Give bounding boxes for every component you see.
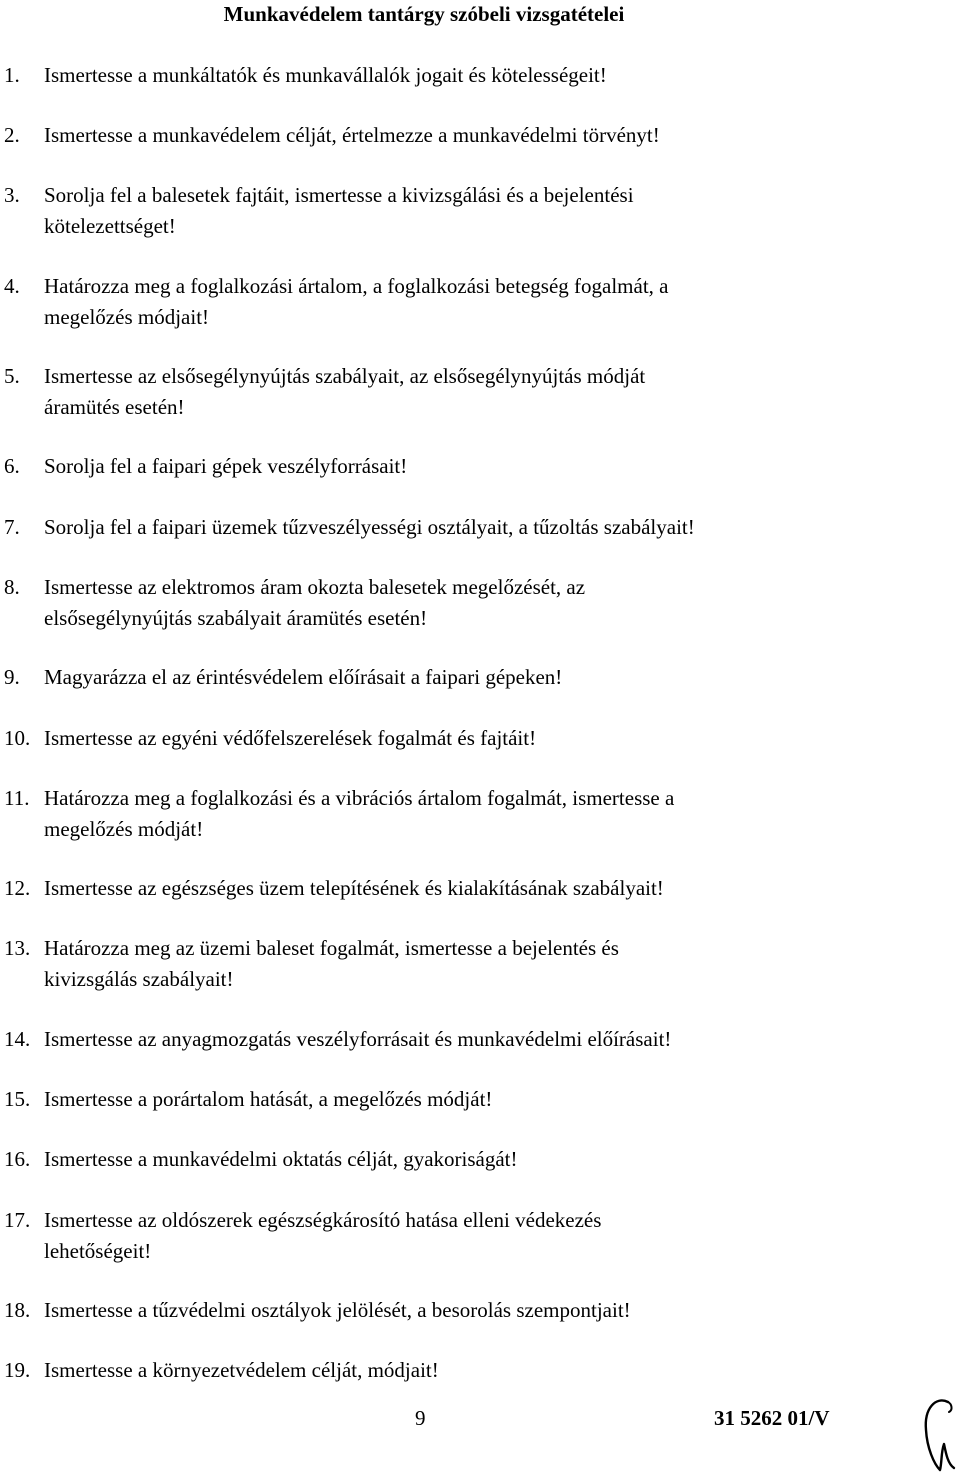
question-item	[0, 512, 900, 543]
question-number: 2.	[4, 123, 20, 147]
question-item	[0, 662, 900, 693]
question-text-line: kivizsgálás szabályait!	[44, 967, 234, 991]
document-code: 31 5262 01/V	[714, 1406, 830, 1430]
question-item	[0, 60, 900, 91]
question-item	[0, 572, 900, 634]
question-number: 18.	[4, 1298, 31, 1322]
question-item	[0, 1144, 900, 1175]
document-title: Munkavédelem tantárgy szóbeli vizsgatételei	[223, 2, 625, 26]
question-item	[0, 1024, 900, 1055]
question-number: 17.	[4, 1208, 31, 1232]
question-text-line: Sorolja fel a faipari üzemek tűzveszélyességi osztályait, a tűzoltás szabályait!	[44, 515, 695, 539]
question-text-line: Sorolja fel a balesetek fajtáit, ismertesse a kivizsgálási és a bejelentési	[44, 183, 634, 207]
question-text-line: Magyarázza el az érintésvédelem előírásait a faipari gépeken!	[44, 665, 563, 689]
question-text-line: Sorolja fel a faipari gépek veszélyforrásait!	[44, 454, 408, 478]
question-number: 19.	[4, 1358, 31, 1382]
question-item	[0, 783, 900, 845]
question-text-line: megelőzés módját!	[44, 817, 204, 841]
question-number: 14.	[4, 1027, 31, 1051]
question-text-line: Ismertesse a környezetvédelem célját, módjait!	[44, 1358, 439, 1382]
question-number: 6.	[4, 454, 20, 478]
question-item	[0, 723, 900, 754]
question-number: 13.	[4, 936, 31, 960]
question-text-line: Ismertesse az elektromos áram okozta balesetek megelőzését, az	[44, 575, 586, 599]
question-number: 15.	[4, 1087, 31, 1111]
question-item	[0, 873, 900, 904]
question-item	[0, 180, 900, 242]
question-item	[0, 1084, 900, 1115]
question-text-line: kötelezettséget!	[44, 214, 176, 238]
question-text-line: Ismertesse a munkáltatók és munkavállalók jogait és kötelességeit!	[44, 63, 607, 87]
question-text-line: Ismertesse a munkavédelmi oktatás célját, gyakoriságát!	[44, 1147, 518, 1171]
question-number: 12.	[4, 876, 31, 900]
question-item	[0, 1355, 900, 1386]
question-text-line: Ismertesse az egyéni védőfelszerelések fogalmát és fajtáit!	[44, 726, 537, 750]
question-text-line: Ismertesse a tűzvédelmi osztályok jelölését, a besorolás szempontjait!	[44, 1298, 631, 1322]
question-item	[0, 933, 900, 995]
question-item	[0, 1205, 900, 1267]
page-number: 9	[415, 1406, 426, 1430]
question-number: 5.	[4, 364, 20, 388]
question-text-line: elsősegélynyújtás szabályait áramütés esetén!	[44, 606, 428, 630]
question-number: 9.	[4, 665, 20, 689]
question-item	[0, 451, 900, 482]
question-item	[0, 361, 900, 423]
question-text-line: Ismertesse az elsősegélynyújtás szabályait, az elsősegélynyújtás módját	[44, 364, 646, 388]
question-text-line: Ismertesse az egészséges üzem telepítésének és kialakításának szabályait!	[44, 876, 664, 900]
question-item	[0, 1295, 900, 1326]
question-number: 10.	[4, 726, 31, 750]
question-number: 7.	[4, 515, 20, 539]
question-text-line: lehetőségeit!	[44, 1239, 152, 1263]
question-number: 1.	[4, 63, 20, 87]
question-text-line: áramütés esetén!	[44, 395, 185, 419]
question-text-line: Határozza meg a foglalkozási és a vibrációs ártalom fogalmát, ismertesse a	[44, 786, 675, 810]
question-number: 8.	[4, 575, 20, 599]
question-number: 16.	[4, 1147, 31, 1171]
question-text-line: megelőzés módjait!	[44, 305, 210, 329]
question-number: 4.	[4, 274, 20, 298]
question-text-line: Ismertesse a munkavédelem célját, értelmezze a munkavédelmi törvényt!	[44, 123, 660, 147]
question-text-line: Ismertesse az anyagmozgatás veszélyforrásait és munkavédelmi előírásait!	[44, 1027, 672, 1051]
question-text-line: Ismertesse a porártalom hatását, a megelőzés módját!	[44, 1087, 493, 1111]
question-item	[0, 271, 900, 333]
question-text-line: Ismertesse az oldószerek egészségkárosító hatása elleni védekezés	[44, 1208, 602, 1232]
question-number: 11.	[4, 786, 30, 810]
question-text-line: Határozza meg az üzemi baleset fogalmát, ismertesse a bejelentés és	[44, 936, 619, 960]
handwritten-signature	[918, 1392, 958, 1476]
question-text-line: Határozza meg a foglalkozási ártalom, a foglalkozási betegség fogalmát, a	[44, 274, 669, 298]
question-item	[0, 120, 900, 151]
question-number: 3.	[4, 183, 20, 207]
